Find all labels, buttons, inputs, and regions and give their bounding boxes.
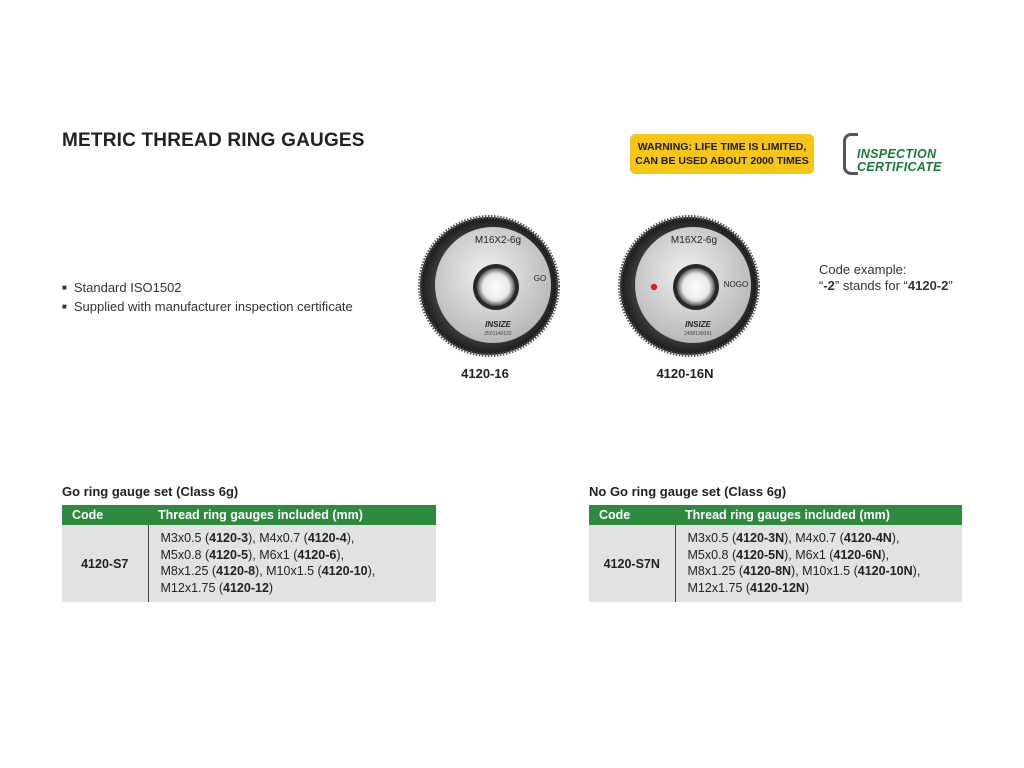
- gauge-code: 4120-12: [223, 580, 269, 595]
- table-row: [589, 525, 962, 602]
- nogo-set-title: No Go ring gauge set (Class 6g): [589, 484, 787, 499]
- nogo-ring-gauge-image: [618, 215, 760, 357]
- gauge-code: 4120-10N: [857, 564, 913, 578]
- certificate-bracket-icon: [843, 133, 858, 175]
- nogo-gauge-serial-text: 2408130091: [684, 331, 712, 337]
- gauge-size: M5x0.8 (: [160, 547, 210, 562]
- gauge-list-cell: [148, 525, 436, 602]
- column-header-code: Code: [589, 505, 675, 525]
- gauge-line: M8x1.25 (4120-8N), M10x1.5 (4120-10N),: [687, 564, 921, 578]
- gauge-line: M12x1.75 (4120-12N): [687, 580, 810, 595]
- go-gauge-brand-text: INSIZE: [485, 320, 511, 329]
- cert-line-1: INSPECTION: [857, 147, 937, 161]
- go-gauge-type-text: GO: [533, 274, 547, 283]
- inspection-certificate-logo: [843, 133, 973, 175]
- table-header-row: [589, 505, 962, 525]
- warning-line-1: WARNING: LIFE TIME IS LIMITED,: [637, 141, 807, 153]
- go-gauge-label: 4120-16: [461, 366, 509, 381]
- nogo-set-table: [589, 505, 962, 602]
- gauge-line: M5x0.8 (4120-5), M6x1 (4120-6),: [160, 547, 344, 562]
- nogo-gauge-brand-text: INSIZE: [685, 320, 711, 329]
- gauge-size: M3x0.5 (: [160, 531, 210, 545]
- go-set-table: [62, 505, 436, 602]
- gauge-code: 4120-3N: [736, 531, 785, 545]
- go-gauge-serial-text: 2501140122: [484, 331, 512, 337]
- gauge-size: M6x1 (: [259, 547, 298, 562]
- feature-item: ■ Standard ISO1502: [62, 279, 353, 298]
- gauge-code: 4120-5: [209, 547, 249, 562]
- column-header-gauges: Thread ring gauges included (mm): [675, 505, 962, 525]
- gauge-code: 4120-6: [297, 547, 337, 562]
- gauge-list-cell: [675, 525, 962, 602]
- gauge-size: M3x0.5 (: [687, 531, 737, 545]
- gauge-line: M5x0.8 (4120-5N), M6x1 (4120-6N),: [687, 547, 889, 562]
- gauge-line: M12x1.75 (4120-12): [160, 580, 274, 595]
- gauge-code: 4120-8N: [743, 564, 792, 578]
- table-row: [62, 525, 436, 602]
- gauge-code: 4120-12N: [750, 580, 805, 595]
- gauge-line: M8x1.25 (4120-8), M10x1.5 (4120-10),: [160, 564, 376, 578]
- feature-list: [62, 279, 353, 317]
- gauge-code: 4120-3: [209, 531, 249, 545]
- nogo-gauge-size-text: M16X2-6g: [670, 235, 718, 246]
- gauge-size: M8x1.25 (: [687, 564, 744, 578]
- gauge-size: M8x1.25 (: [160, 564, 217, 578]
- cert-line-2: CERTIFICATE: [857, 160, 942, 174]
- gauge-code: 4120-6N: [833, 547, 882, 562]
- code-example: [819, 262, 953, 294]
- gauge-code: 4120-4: [307, 531, 347, 545]
- go-ring-gauge-image: [418, 215, 560, 357]
- go-set-title: Go ring gauge set (Class 6g): [62, 484, 239, 499]
- gauge-size: M4x0.7 (: [795, 531, 844, 545]
- gauge-code: 4120-4N: [843, 531, 892, 545]
- nogo-gauge-type-text: NOGO: [723, 280, 749, 289]
- set-code-cell: 4120-S7N: [589, 525, 675, 602]
- set-code-cell: 4120-S7: [62, 525, 148, 602]
- gauge-size: M5x0.8 (: [687, 547, 737, 562]
- warning-line-2: CAN BE USED ABOUT 2000 TIMES: [635, 155, 809, 167]
- gauge-size: M12x1.75 (: [160, 580, 224, 595]
- code-example-text: “-2” stands for “4120-2”: [819, 278, 953, 293]
- gauge-code: 4120-10: [321, 564, 368, 578]
- gauge-size: M10x1.5 (: [266, 564, 322, 578]
- feature-item: ■ Supplied with manufacturer inspection certificate: [62, 298, 353, 317]
- gauge-line: M3x0.5 (4120-3N), M4x0.7 (4120-4N),: [687, 531, 900, 545]
- gauge-size: M4x0.7 (: [259, 531, 308, 545]
- gauge-line: M3x0.5 (4120-3), M4x0.7 (4120-4),: [160, 531, 355, 545]
- table-header-row: [62, 505, 436, 525]
- go-gauge-size-text: M16X2-6g: [474, 235, 522, 246]
- nogo-red-dot-icon: [651, 284, 657, 290]
- gauge-size: M10x1.5 (: [802, 564, 858, 578]
- gauge-size: M6x1 (: [795, 547, 834, 562]
- page-title: METRIC THREAD RING GAUGES: [62, 130, 365, 151]
- gauge-code: 4120-8: [216, 564, 256, 578]
- gauge-size: M12x1.75 (: [687, 580, 751, 595]
- nogo-gauge-label: 4120-16N: [656, 366, 714, 381]
- column-header-gauges: Thread ring gauges included (mm): [148, 505, 436, 525]
- code-example-label: Code example:: [819, 262, 907, 277]
- gauge-code: 4120-5N: [736, 547, 785, 562]
- warning-badge: [630, 134, 814, 174]
- column-header-code: Code: [62, 505, 148, 525]
